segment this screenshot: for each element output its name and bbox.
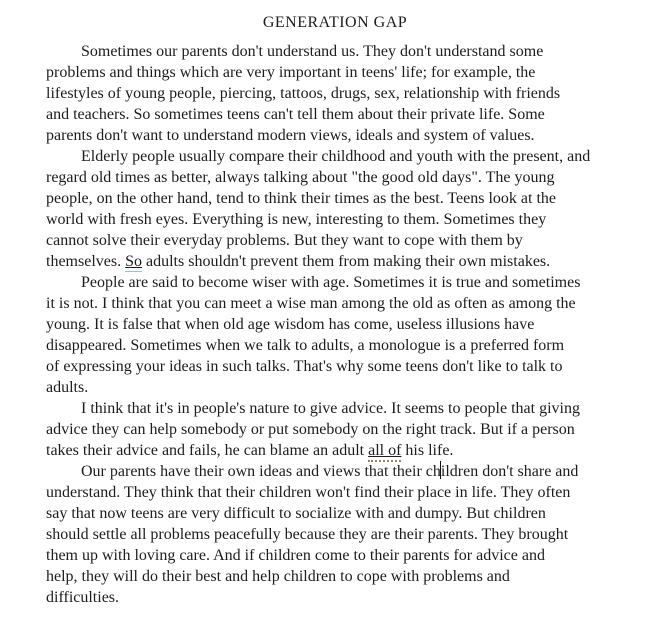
text-line: I think that it's in people's nature to give advice. It seems to people that giving [81, 400, 580, 417]
text-line: cannot solve their everyday problems. But they want to cope with them by [46, 232, 523, 249]
text-line: and teachers. So sometimes teens can't tell them about their private life. Some [46, 106, 545, 123]
text-line: themselves. So adults shouldn't prevent them from making their own mistakes. [46, 253, 551, 270]
text-line: Elderly people usually compare their childhood and youth with the present, and [81, 148, 591, 165]
text-line: people, on the other hand, tend to think their times as the best. Teens look at the [46, 190, 557, 207]
text-line: disappeared. Sometimes when we talk to adults, a monologue is a preferred form [46, 337, 565, 354]
paragraph [46, 398, 624, 461]
paragraph [46, 461, 624, 608]
text-line: them up with loving care. And if children come to their parents for advice and [46, 547, 545, 564]
text-line: understand. They think that their children won't find their place in life. They often [46, 484, 571, 501]
text-line: problems and things which are very important in teens' life; for example, the [46, 64, 536, 81]
text-line: it is not. I think that you can meet a wise man among the old as often as among the [46, 295, 576, 312]
text-line: lifestyles of young people, piercing, tattoos, drugs, sex, relationship with friends [46, 85, 561, 102]
grammar-check-underline: So [125, 253, 142, 270]
paragraph [46, 146, 624, 272]
paragraph [46, 272, 624, 398]
text-line: adults. [46, 379, 89, 396]
text-line: say that now teens are very difficult to socialize with and dumpy. But children [46, 505, 546, 522]
document-body[interactable] [46, 41, 624, 608]
text-line: parents don't want to understand modern views, ideals and system of values. [46, 127, 535, 144]
spell-check-underline: all of [368, 442, 401, 462]
text-cursor [440, 461, 441, 479]
text-line: difficulties. [46, 589, 120, 606]
text-line: of expressing your ideas in such talks. That's why some teens don't like to talk to [46, 358, 563, 375]
text-line: advice they can help somebody or put somebody on the right track. But if a person [46, 421, 575, 438]
text-line: young. It is false that when old age wisdom has come, useless illusions have [46, 316, 535, 333]
text-line: Our parents have their own ideas and views that their children don't share and [81, 463, 579, 480]
text-line: help, they will do their best and help children to cope with problems and [46, 568, 510, 585]
document-title: GENERATION GAP [262, 14, 408, 31]
paragraph [46, 41, 624, 146]
text-line: takes their advice and fails, he can blame an adult all of his life. [46, 440, 624, 461]
text-line: regard old times as better, always talking about "the good old days". The young [46, 169, 555, 186]
text-line: should settle all problems peacefully because they are their parents. They brought [46, 526, 569, 543]
text-line: People are said to become wiser with age. Sometimes it is true and sometimes [81, 274, 581, 291]
text-line: world with fresh eyes. Everything is new, interesting to them. Sometimes they [46, 211, 547, 228]
text-line: Sometimes our parents don't understand us. They don't understand some [81, 43, 544, 60]
